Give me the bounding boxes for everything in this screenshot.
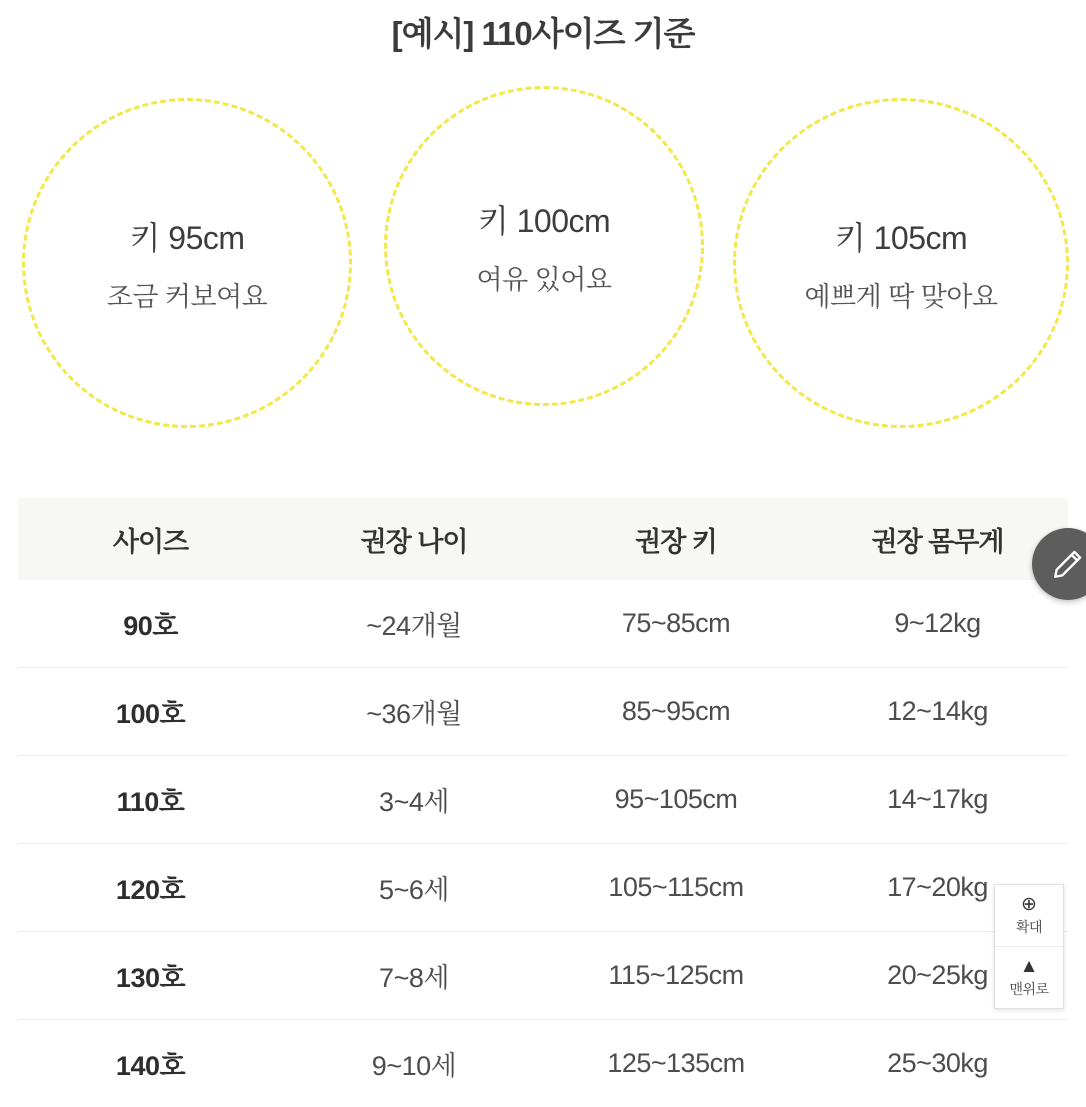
size-circle-3 xyxy=(733,98,1069,428)
pencil-icon xyxy=(1051,547,1085,581)
size-circle-2-height: 키 100cm xyxy=(478,196,610,242)
cell-age: 5~6세 xyxy=(283,844,545,932)
cell-weight: 14~17kg xyxy=(807,756,1068,844)
zoom-in-icon: ⊕ xyxy=(1021,895,1037,914)
scroll-to-top-button[interactable] xyxy=(995,946,1063,1008)
scroll-to-top-label: 맨위로 xyxy=(1009,979,1048,999)
column-header-size: 사이즈 xyxy=(18,498,283,580)
zoom-in-button[interactable] xyxy=(995,885,1063,946)
cell-age: 9~10세 xyxy=(283,1020,545,1107)
table-row xyxy=(18,932,1068,1020)
cell-age: ~24개월 xyxy=(283,580,545,668)
cell-size: 110호 xyxy=(18,756,283,844)
cell-height: 105~115cm xyxy=(545,844,807,932)
zoom-in-label: 확대 xyxy=(1016,917,1042,937)
cell-age: 7~8세 xyxy=(283,932,545,1020)
cell-height: 125~135cm xyxy=(545,1020,807,1107)
cell-age: 3~4세 xyxy=(283,756,545,844)
size-circle-3-height: 키 105cm xyxy=(835,213,967,259)
table-header-row xyxy=(18,498,1068,580)
cell-weight: 12~14kg xyxy=(807,668,1068,756)
cell-size: 140호 xyxy=(18,1020,283,1107)
size-circle-2-note: 여유 있어요 xyxy=(477,258,612,297)
table-row xyxy=(18,844,1068,932)
cell-height: 115~125cm xyxy=(545,932,807,1020)
cell-height: 85~95cm xyxy=(545,668,807,756)
cell-height: 75~85cm xyxy=(545,580,807,668)
cell-weight: 9~12kg xyxy=(807,580,1068,668)
size-circle-1-note: 조금 커보여요 xyxy=(107,275,268,314)
cell-size: 90호 xyxy=(18,580,283,668)
table-row xyxy=(18,1020,1068,1107)
table-row xyxy=(18,756,1068,844)
table-row xyxy=(18,668,1068,756)
cell-size: 130호 xyxy=(18,932,283,1020)
cell-size: 120호 xyxy=(18,844,283,932)
table-row xyxy=(18,580,1068,668)
column-header-age: 권장 나이 xyxy=(283,498,545,580)
size-circle-1-height: 키 95cm xyxy=(129,213,244,259)
column-header-height: 권장 키 xyxy=(545,498,807,580)
cell-weight: 25~30kg xyxy=(807,1020,1068,1107)
size-example-circles xyxy=(0,84,1086,444)
size-circle-2 xyxy=(384,86,704,406)
column-header-weight: 권장 몸무게 xyxy=(807,498,1068,580)
size-chart-table xyxy=(18,498,1068,1107)
side-controls xyxy=(994,884,1064,1009)
cell-weight: 17~20kg xyxy=(807,844,1068,932)
cell-age: ~36개월 xyxy=(283,668,545,756)
size-circle-1 xyxy=(22,98,352,428)
page-title: [예시] 110사이즈 기준 xyxy=(0,8,1086,55)
arrow-up-icon: ▲ xyxy=(1020,957,1039,976)
cell-size: 100호 xyxy=(18,668,283,756)
cell-weight: 20~25kg xyxy=(807,932,1068,1020)
cell-height: 95~105cm xyxy=(545,756,807,844)
size-circle-3-note: 예쁘게 딱 맞아요 xyxy=(804,275,997,314)
